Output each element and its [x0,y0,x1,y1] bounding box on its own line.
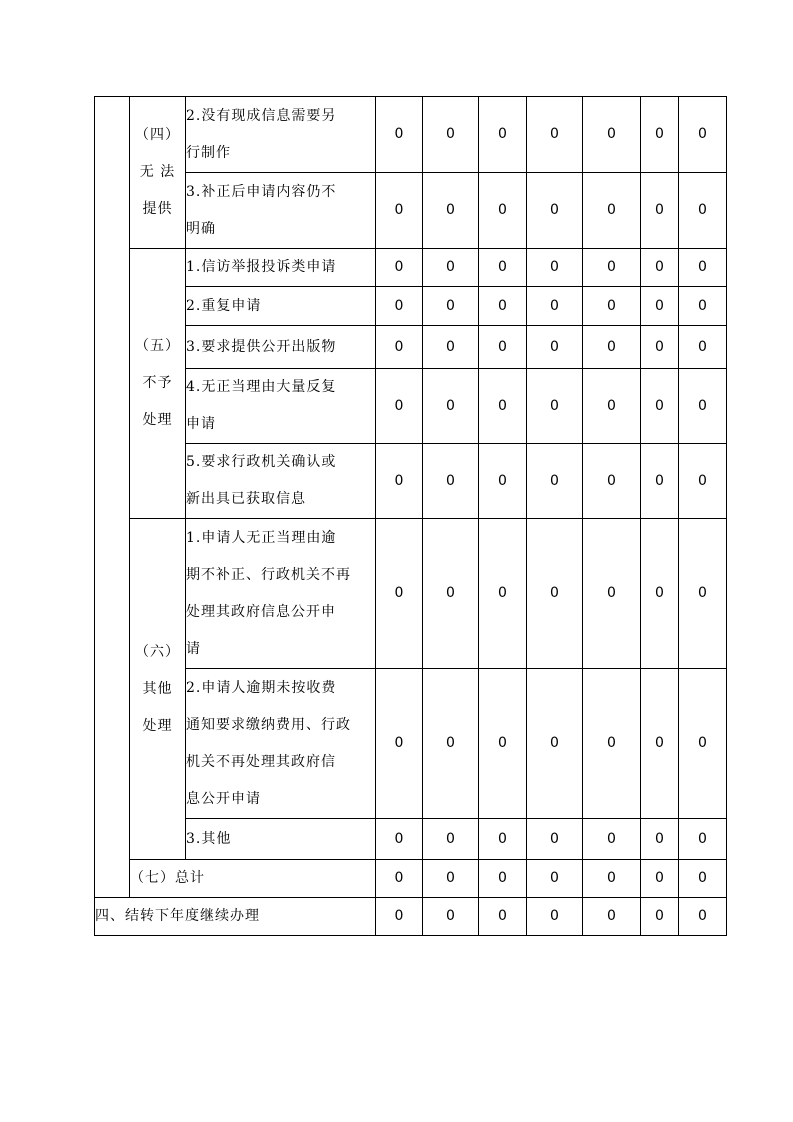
group-label-other-handling: （六） 其他 处理 [130,519,186,860]
value-cell: 0 [527,819,583,860]
row-label: 2.没有现成信息需要另 行制作 [186,97,376,173]
value-cell: 0 [641,249,679,287]
value-cell: 0 [376,444,423,519]
value-cell: 0 [641,287,679,326]
value-cell: 0 [423,249,479,287]
value-cell: 0 [423,860,479,898]
value-cell: 0 [376,287,423,326]
row-label: 2.申请人逾期未按收费 通知要求缴纳费用、行政 机关不再处理其政府信 息公开申请 [186,669,376,819]
value-cell: 0 [679,444,727,519]
value-cell: 0 [376,326,423,369]
value-cell: 0 [583,898,641,936]
value-cell: 0 [527,519,583,669]
value-cell: 0 [527,326,583,369]
total-label: （七）总计 [130,860,376,898]
value-cell: 0 [641,819,679,860]
value-cell: 0 [679,97,727,173]
value-cell: 0 [679,519,727,669]
value-cell: 0 [527,669,583,819]
value-cell: 0 [527,97,583,173]
value-cell: 0 [376,669,423,819]
value-cell: 0 [423,444,479,519]
value-cell: 0 [583,860,641,898]
value-cell: 0 [479,898,527,936]
value-cell: 0 [527,369,583,444]
value-cell: 0 [479,444,527,519]
value-cell: 0 [423,819,479,860]
value-cell: 0 [679,819,727,860]
row-label: 3.要求提供公开出版物 [186,326,376,369]
value-cell: 0 [376,860,423,898]
value-cell: 0 [679,173,727,249]
value-cell: 0 [423,97,479,173]
table-row [95,249,727,287]
value-cell: 0 [583,519,641,669]
value-cell: 0 [479,326,527,369]
value-cell: 0 [479,173,527,249]
value-cell: 0 [583,173,641,249]
table-row [95,669,727,819]
total-row [95,860,727,898]
value-cell: 0 [679,369,727,444]
value-cell: 0 [376,819,423,860]
row-label: 4.无正当理由大量反复 申请 [186,369,376,444]
value-cell: 0 [641,860,679,898]
value-cell: 0 [641,519,679,669]
value-cell: 0 [679,326,727,369]
value-cell: 0 [376,898,423,936]
row-label: 5.要求行政机关确认或 新出具已获取信息 [186,444,376,519]
value-cell: 0 [583,97,641,173]
value-cell: 0 [527,444,583,519]
value-cell: 0 [376,369,423,444]
value-cell: 0 [479,860,527,898]
value-cell: 0 [527,287,583,326]
table-row [95,287,727,326]
value-cell: 0 [679,287,727,326]
value-cell: 0 [479,249,527,287]
value-cell: 0 [527,173,583,249]
value-cell: 0 [423,519,479,669]
group-label-not-processed: （五） 不予 处理 [130,249,186,519]
value-cell: 0 [479,369,527,444]
value-cell: 0 [376,249,423,287]
table-row [95,173,727,249]
value-cell: 0 [479,669,527,819]
row-label: 3.补正后申请内容仍不 明确 [186,173,376,249]
row-label: 1.信访举报投诉类申请 [186,249,376,287]
row-label: 1.申请人无正当理由逾 期不补正、行政机关不再 处理其政府信息公开申 请 [186,519,376,669]
value-cell: 0 [376,519,423,669]
value-cell: 0 [583,326,641,369]
value-cell: 0 [679,249,727,287]
row-label: 3.其他 [186,819,376,860]
value-cell: 0 [679,669,727,819]
table-row [95,519,727,669]
value-cell: 0 [423,898,479,936]
value-cell: 0 [583,249,641,287]
table-row [95,819,727,860]
value-cell: 0 [583,819,641,860]
outer-category-cell [95,97,130,898]
value-cell: 0 [679,860,727,898]
value-cell: 0 [423,173,479,249]
value-cell: 0 [583,287,641,326]
value-cell: 0 [679,898,727,936]
carryover-label: 四、结转下年度继续办理 [95,898,376,936]
value-cell: 0 [423,287,479,326]
value-cell: 0 [376,173,423,249]
row-label: 2.重复申请 [186,287,376,326]
value-cell: 0 [479,97,527,173]
value-cell: 0 [583,444,641,519]
value-cell: 0 [423,669,479,819]
carryover-row [95,898,727,936]
value-cell: 0 [376,97,423,173]
table-row [95,97,727,173]
value-cell: 0 [527,860,583,898]
value-cell: 0 [641,898,679,936]
value-cell: 0 [641,173,679,249]
value-cell: 0 [583,369,641,444]
value-cell: 0 [641,669,679,819]
value-cell: 0 [423,369,479,444]
value-cell: 0 [583,669,641,819]
table-row [95,369,727,444]
statistics-table [94,96,727,936]
group-label-cannot-provide: （四） 无 法 提供 [130,97,186,249]
value-cell: 0 [527,898,583,936]
value-cell: 0 [479,819,527,860]
value-cell: 0 [641,369,679,444]
table-row [95,444,727,519]
value-cell: 0 [641,326,679,369]
value-cell: 0 [479,287,527,326]
value-cell: 0 [479,519,527,669]
value-cell: 0 [423,326,479,369]
value-cell: 0 [641,444,679,519]
value-cell: 0 [527,249,583,287]
table-row [95,326,727,369]
value-cell: 0 [641,97,679,173]
